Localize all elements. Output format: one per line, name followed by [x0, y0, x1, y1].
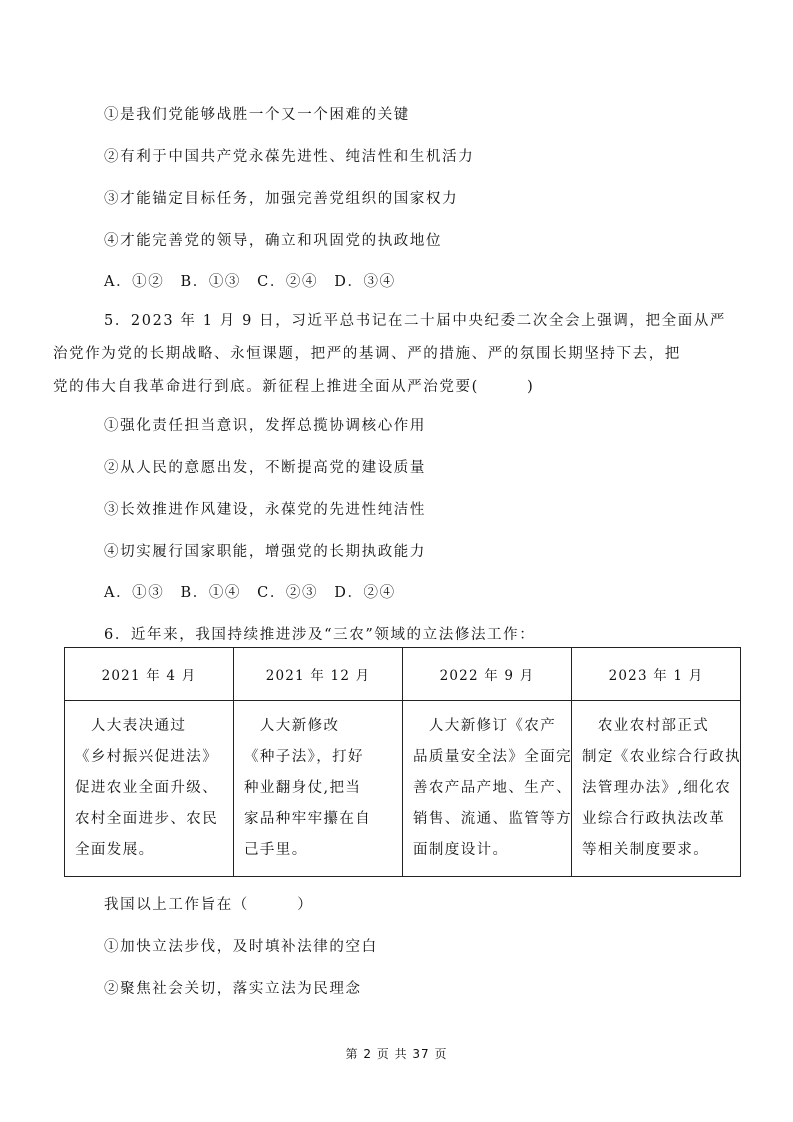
- q6-stem: 6．近年来，我国持续推进涉及“三农”领域的立法修法工作：: [104, 627, 536, 643]
- cell-line: 品质量安全法》全面完: [413, 749, 572, 765]
- cell-line: 业综合行政执法改革: [582, 811, 726, 827]
- table-header-cell: 2021 年 4 月: [65, 648, 234, 701]
- cell-line: 法管理办法》,细化农: [582, 780, 732, 796]
- cell-line: 种业翻身仗,把当: [244, 780, 362, 796]
- q5-option-4: ④切实履行国家职能，增强党的长期执政能力: [104, 544, 426, 560]
- q5-answer-choices: A．①③ B．①④ C．②③ D．②④: [104, 585, 396, 601]
- cell-line: 全面发展。: [75, 842, 155, 858]
- cell-line: 制定《农业综合行政执: [582, 749, 741, 765]
- cell-line: 人大新修改: [244, 718, 340, 734]
- cell-line: 善农产品产地、生产、: [413, 780, 572, 796]
- legislation-table: [64, 647, 741, 877]
- cell-line: 农村全面进步、农民: [75, 811, 219, 827]
- q6-question: 我国以上工作旨在（ ）: [104, 897, 314, 913]
- q5-option-1: ①强化责任担当意识，发挥总揽协调核心作用: [104, 418, 426, 434]
- q6-option-1: ①加快立法步伐，及时填补法律的空白: [104, 939, 378, 955]
- table-header-row: [65, 648, 741, 701]
- cell-line: 人大表决通过: [75, 718, 187, 734]
- cell-line: 己手里。: [244, 842, 308, 858]
- q4-option-4: ④才能完善党的领导，确立和巩固党的执政地位: [104, 233, 443, 249]
- cell-line: 《种子法》，打好: [244, 749, 364, 765]
- table-row: [65, 701, 741, 877]
- cell-line: 《乡村振兴促进法》: [75, 749, 219, 765]
- q5-stem-line-3: 党的伟大自我革命进行到底。新征程上推进全面从严治党要( ): [53, 379, 535, 395]
- cell-line: 农业农村部正式: [582, 718, 710, 734]
- cell-line: 等相关制度要求。: [582, 842, 710, 858]
- cell-line: 销售、流通、监管等方: [413, 811, 572, 827]
- cell-line: 人大新修订《农产: [413, 718, 557, 734]
- cell-line: 面制度设计。: [413, 842, 509, 858]
- q4-option-3: ③才能锚定目标任务，加强完善党组织的国家权力: [104, 191, 459, 207]
- table-cell: [234, 701, 403, 877]
- cell-line: 促进农业全面升级、: [75, 780, 219, 796]
- cell-line: 家品种牢牢攥在自: [244, 811, 372, 827]
- table-header-cell: 2023 年 1 月: [572, 648, 741, 701]
- q5-stem-line-1: 5．2023 年 1 月 9 日，习近平总书记在二十届中央纪委二次全会上强调，把全面从严: [104, 313, 727, 329]
- table-cell: [572, 701, 741, 877]
- table-header-cell: 2022 年 9 月: [403, 648, 572, 701]
- q5-option-2: ②从人民的意愿出发，不断提高党的建设质量: [104, 460, 426, 476]
- table-cell: [403, 701, 572, 877]
- q4-answer-choices: A．①② B．①③ C．②④ D．③④: [104, 274, 396, 290]
- q4-option-1: ①是我们党能够战胜一个又一个困难的关键: [104, 107, 410, 123]
- q5-option-3: ③长效推进作风建设，永葆党的先进性纯洁性: [104, 502, 426, 518]
- q4-option-2: ②有利于中国共产党永葆先进性、纯洁性和生机活力: [104, 149, 475, 165]
- table-header-cell: 2021 年 12 月: [234, 648, 403, 701]
- page-number-footer: 第 2 页 共 37 页: [345, 1047, 448, 1061]
- table-cell: [65, 701, 234, 877]
- q6-option-2: ②聚焦社会关切，落实立法为民理念: [104, 981, 362, 997]
- q5-stem: [53, 305, 740, 404]
- q5-stem-line-2: 治党作为党的长期战略、永恒课题，把严的基调、严的措施、严的氛围长期坚持下去，把: [53, 346, 681, 362]
